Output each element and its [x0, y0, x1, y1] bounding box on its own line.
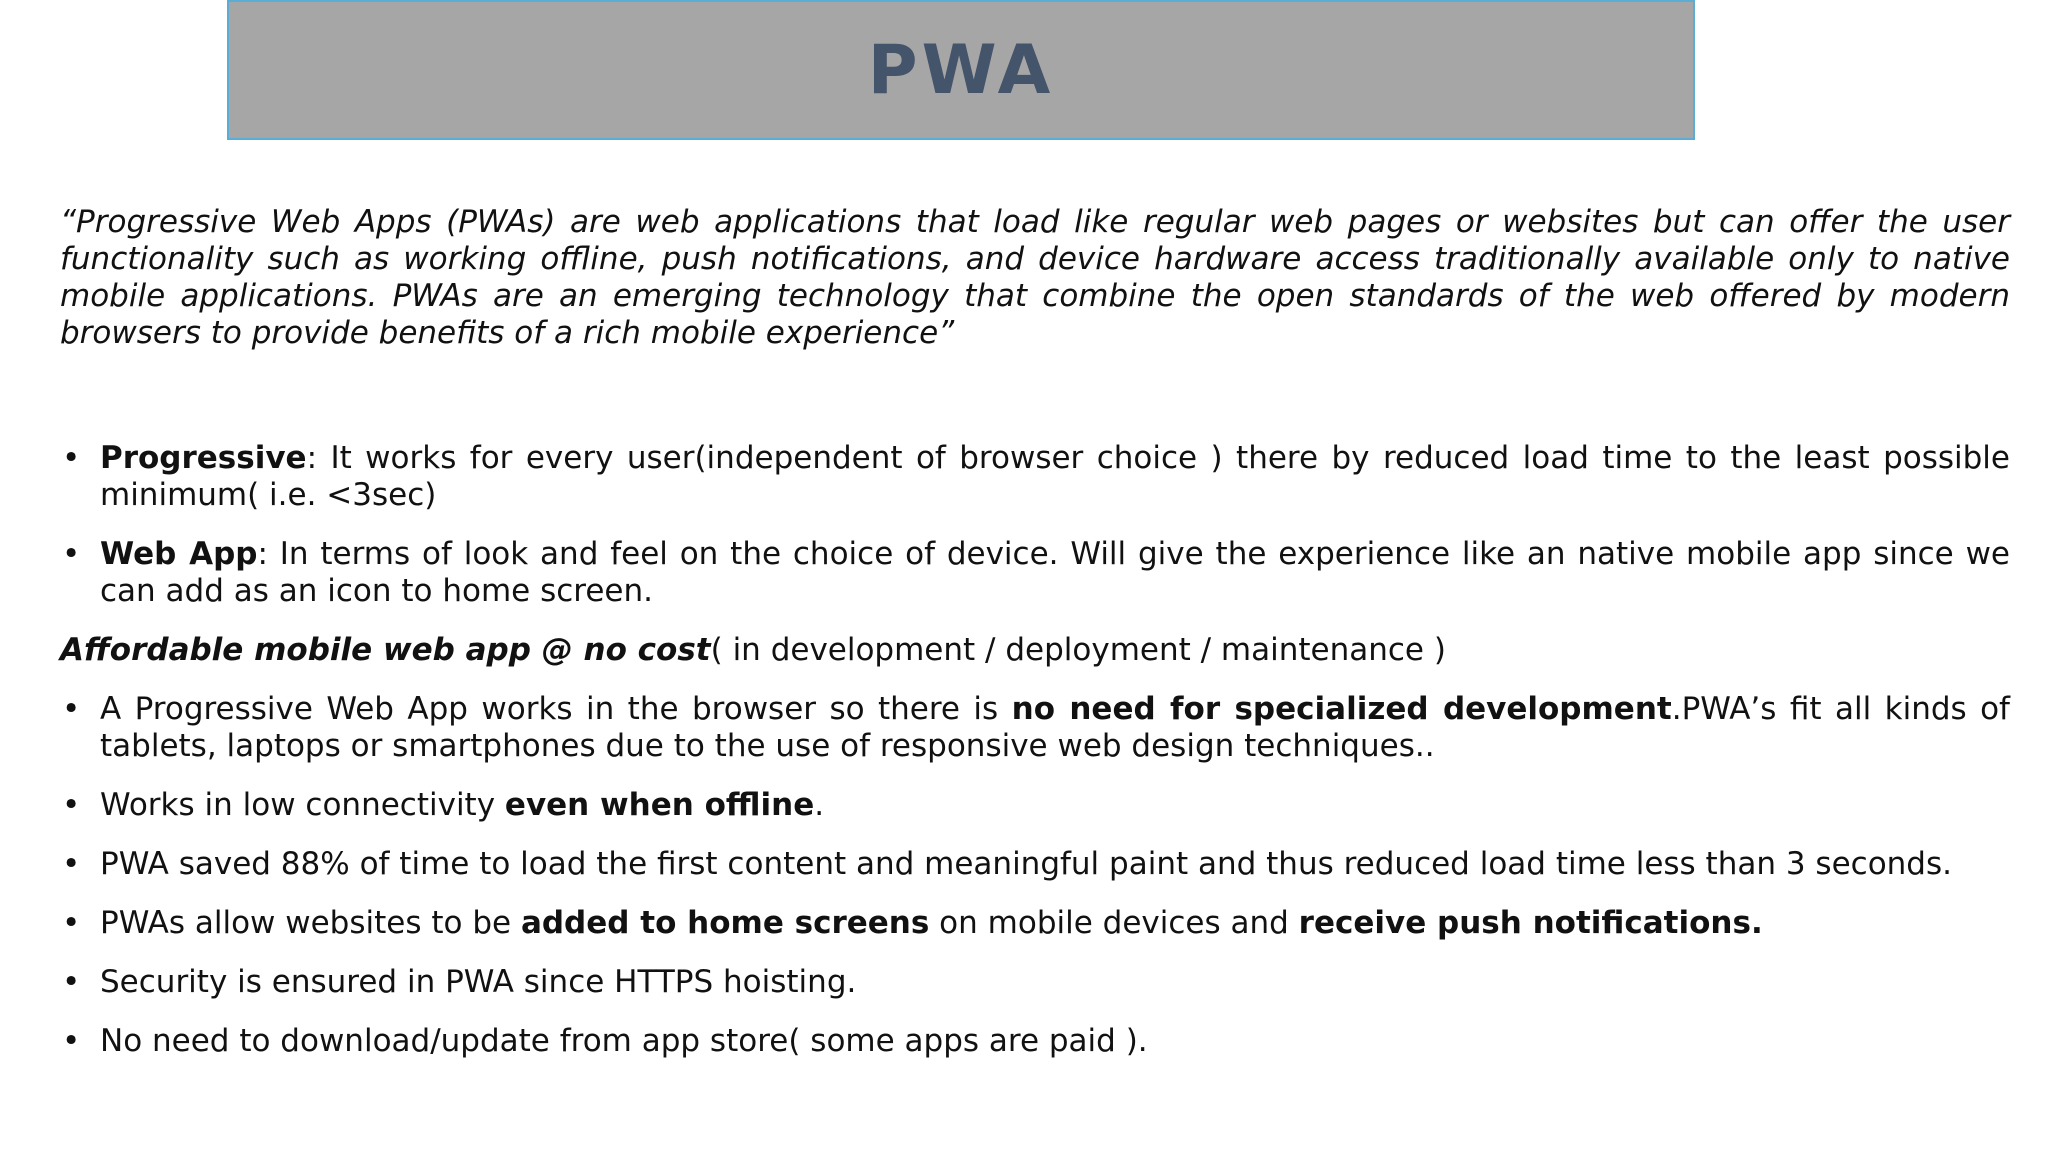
- bullet-text: Works in low connectivity: [100, 787, 505, 823]
- bullet-progressive-text: : It works for every user(independent of browser choice ) there by reduced load time to the least possible minimum( i.e. <3sec): [100, 440, 2010, 513]
- pwa-definition-quote: “Progressive Web Apps (PWAs) are web applications that load like regular web pages or websites but can offer the user functionality such as working offline, push notifications, and device hardware access traditionally available only to native mobile applications. PWAs are an emerging technology that combine the open standards of the web offered by modern browsers to provide benefits of a rich mobile experience”: [60, 204, 2010, 351]
- bullet-text: .PWA’s fit all kinds of tablets, laptops or smartphones due to the use of responsive web design techniques..: [100, 691, 2010, 764]
- bullet-text: PWAs allow websites to be: [100, 905, 521, 941]
- bullet-emphasis: added to home screens: [520, 905, 930, 941]
- bullet-home-screen-push: [60, 905, 2010, 942]
- slide-content: [60, 204, 2010, 1082]
- bullet-load-time: [60, 846, 2010, 883]
- bullet-emphasis: even when offline: [504, 787, 815, 823]
- title-banner: [227, 0, 1695, 140]
- bullet-text: PWA saved 88% of time to load the first content and meaningful paint and thus reduced load time less than 3 seconds.: [100, 846, 1952, 882]
- bullet-text: .: [814, 787, 825, 823]
- bullet-text: No need to download/update from app store( some apps are paid ).: [100, 1023, 1148, 1059]
- bullet-text: on mobile devices and: [929, 905, 1299, 941]
- bullet-progressive: [60, 440, 2010, 514]
- bullet-web-app-term: Web App: [100, 536, 258, 572]
- bullet-no-specialized-development: [60, 691, 2010, 765]
- bullet-app-store: [60, 1023, 2010, 1060]
- bullet-offline: [60, 787, 2010, 824]
- bullet-security: [60, 964, 2010, 1001]
- bullet-text: Security is ensured in PWA since HTTPS hoisting.: [100, 964, 857, 1000]
- bullet-web-app: [60, 536, 2010, 610]
- affordable-subheading: [60, 632, 2010, 669]
- affordable-subheading-text: ( in development / deployment / maintenance ): [710, 632, 1446, 668]
- slide-title: PWA: [867, 30, 1055, 110]
- bullet-emphasis: no need for specialized development: [1011, 691, 1672, 727]
- bullet-emphasis: receive push notifications.: [1298, 905, 1763, 941]
- bullet-web-app-text: : In terms of look and feel on the choice of device. Will give the experience like an native mobile app since we can add as an icon to home screen.: [100, 536, 2010, 609]
- bullet-progressive-term: Progressive: [100, 440, 307, 476]
- affordable-subheading-emphasis: Affordable mobile web app @ no cost: [60, 632, 711, 668]
- bullet-text: A Progressive Web App works in the browser so there is: [100, 691, 1012, 727]
